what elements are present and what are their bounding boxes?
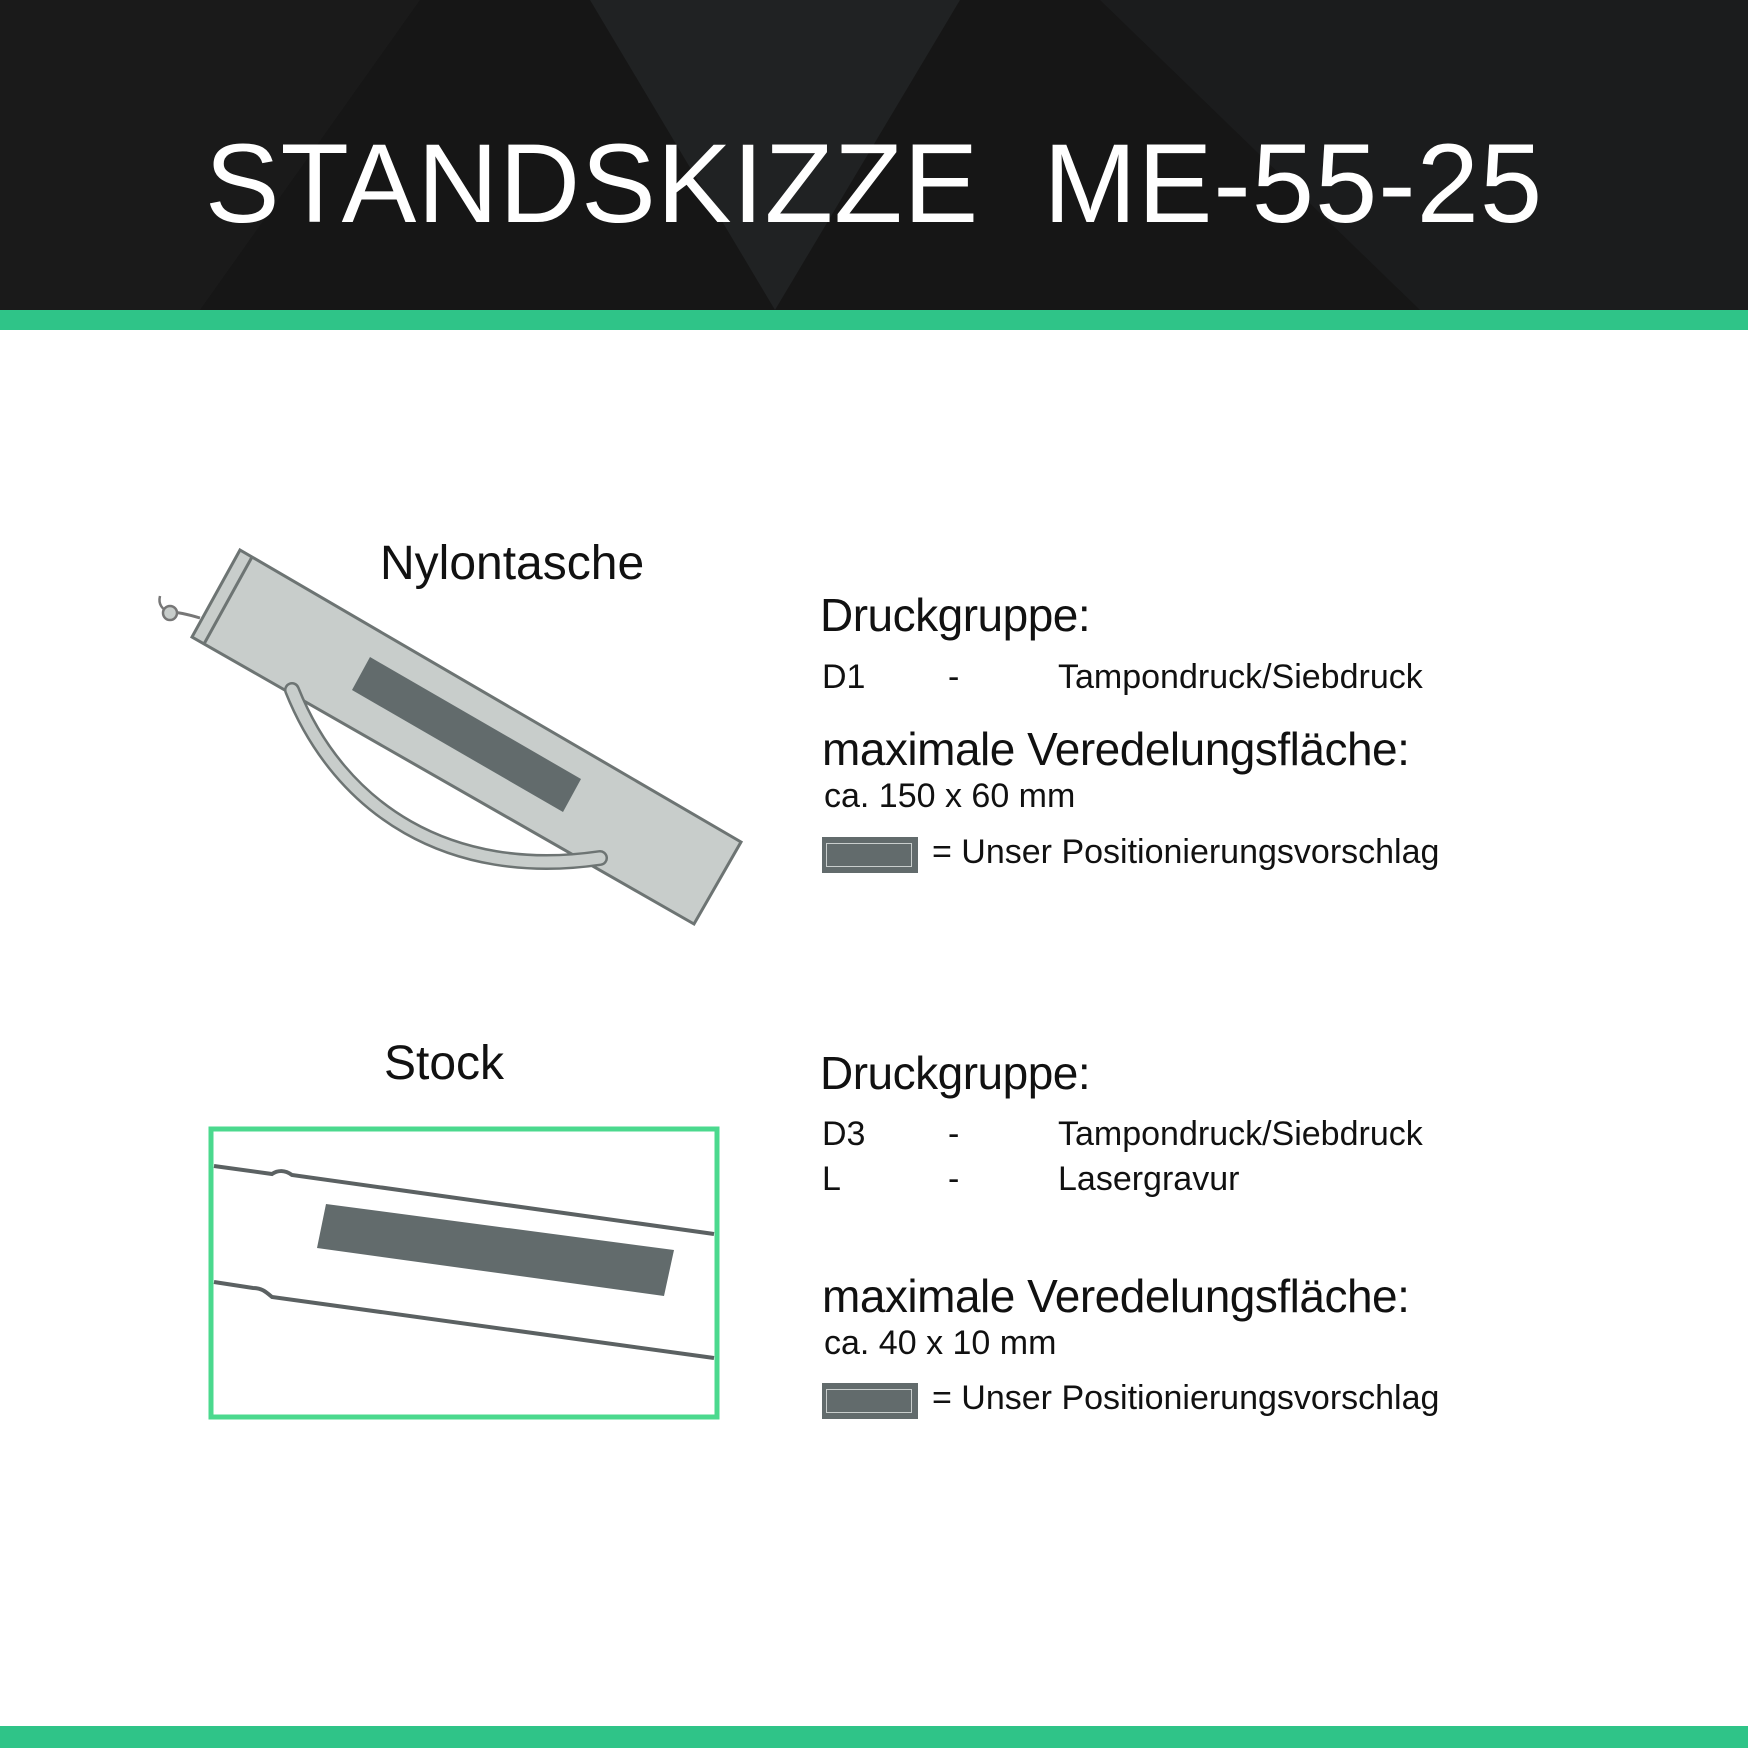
print-group-dash: - [948,1115,960,1153]
stick-sketch [200,1118,730,1432]
print-group-heading-1: Druckgruppe: [820,589,1091,641]
accent-bar-bottom [0,1726,1748,1748]
legend-text: = Unser Positionierungsvorschlag [932,1379,1440,1417]
print-group-dash: - [948,658,960,696]
product-label-stock: Stock [384,1037,505,1090]
print-group-code: L [822,1160,841,1198]
print-group-method: Tampondruck/Siebdruck [1058,658,1423,696]
area-heading-1: maximale Veredelungsfläche: [822,723,1410,775]
area-value-2: ca. 40 x 10 mm [824,1324,1057,1362]
print-group-method: Lasergravur [1058,1160,1240,1198]
legend-swatch [822,837,918,873]
area-value-1: ca. 150 x 60 mm [824,777,1076,815]
print-group-code: D1 [822,658,866,696]
legend-swatch [822,1383,918,1419]
print-group-method: Tampondruck/Siebdruck [1058,1115,1423,1153]
print-group-heading-2: Druckgruppe: [820,1047,1091,1099]
nylon-bag-sketch [140,530,760,930]
print-group-dash: - [948,1160,960,1198]
area-heading-2: maximale Veredelungsfläche: [822,1270,1410,1322]
accent-bar-top [0,310,1748,330]
page-title: STANDSKIZZE ME-55-25 [204,121,1544,246]
print-group-code: D3 [822,1115,866,1153]
product-label-nylontasche: Nylontasche [380,537,645,590]
header-banner [0,0,1748,310]
legend-text: = Unser Positionierungsvorschlag [932,833,1440,871]
